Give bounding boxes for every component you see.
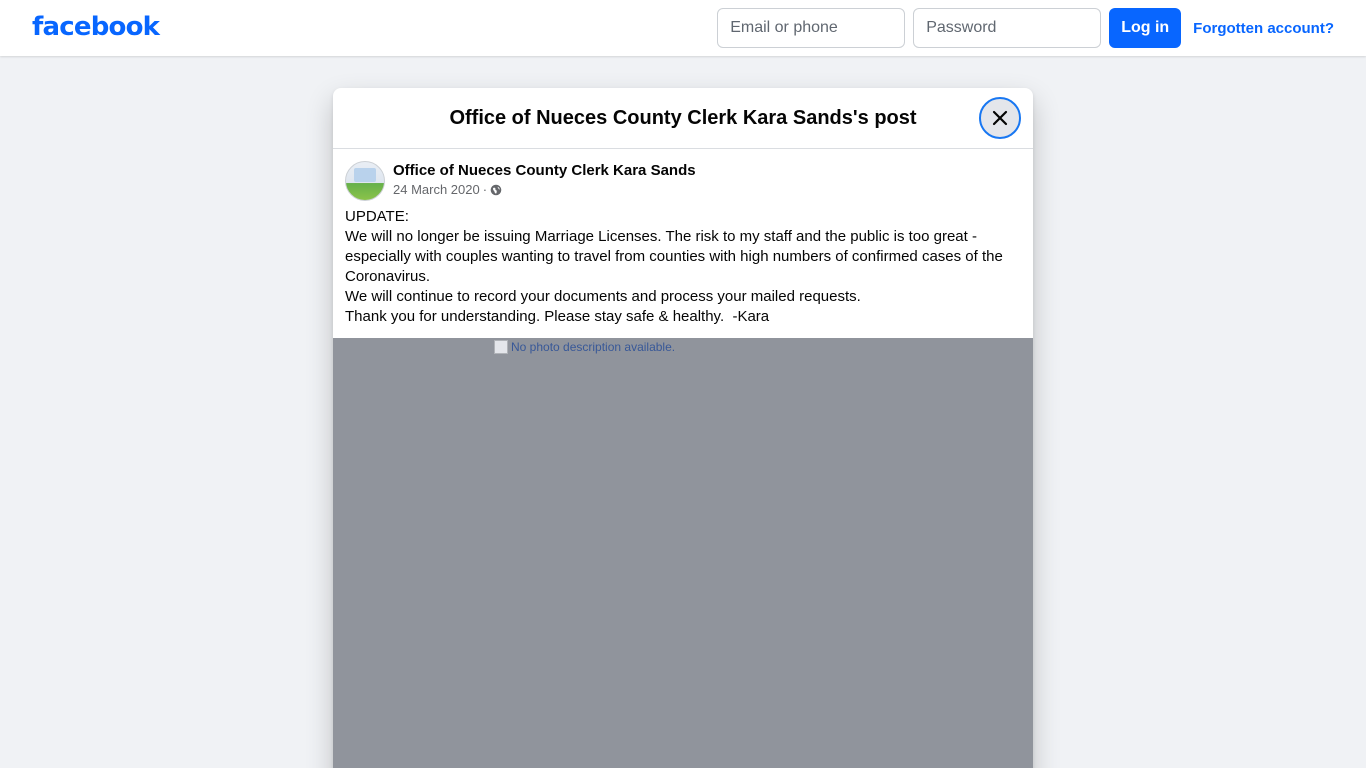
close-button[interactable]: [979, 97, 1021, 139]
post-meta: [393, 161, 696, 199]
globe-icon: [490, 184, 502, 196]
author-name[interactable]: Office of Nueces County Clerk Kara Sands: [393, 162, 696, 179]
dialog-title: Office of Nueces County Clerk Kara Sands's post: [449, 106, 917, 129]
post-photo[interactable]: [333, 338, 1033, 768]
post-date[interactable]: 24 March 2020: [393, 182, 480, 197]
broken-image-icon: [494, 340, 508, 354]
facebook-logo[interactable]: facebook: [32, 12, 160, 42]
photo-alt-text: [494, 340, 675, 354]
avatar-image-sky: [354, 168, 376, 182]
post-line: We will continue to record your documents and process your mailed requests.: [345, 288, 861, 305]
post-line: We will no longer be issuing Marriage Licenses. The risk to my staff and the public is too great - especially with couples wanting to travel from counties with high numbers of confirmed cases of the Coronavirus.: [345, 228, 1007, 285]
photo-alt-label: No photo description available.: [511, 340, 676, 354]
forgotten-account-link[interactable]: Forgotten account?: [1193, 19, 1334, 37]
post-line: Thank you for understanding. Please stay safe & healthy. -Kara: [345, 308, 770, 325]
post-message: [333, 201, 1033, 339]
separator-dot: ·: [482, 182, 488, 197]
avatar[interactable]: [345, 161, 385, 201]
post-line: UPDATE:: [345, 208, 409, 225]
password-input[interactable]: [913, 8, 1101, 48]
post-header: [333, 149, 1033, 201]
post-dialog: [333, 88, 1033, 768]
post-subtitle: [393, 181, 696, 199]
top-navigation-bar: [0, 0, 1366, 56]
close-icon: [992, 110, 1008, 126]
log-in-button[interactable]: Log in: [1109, 8, 1181, 48]
login-form: [717, 8, 1334, 48]
email-or-phone-input[interactable]: [717, 8, 905, 48]
dialog-header: [333, 88, 1033, 149]
